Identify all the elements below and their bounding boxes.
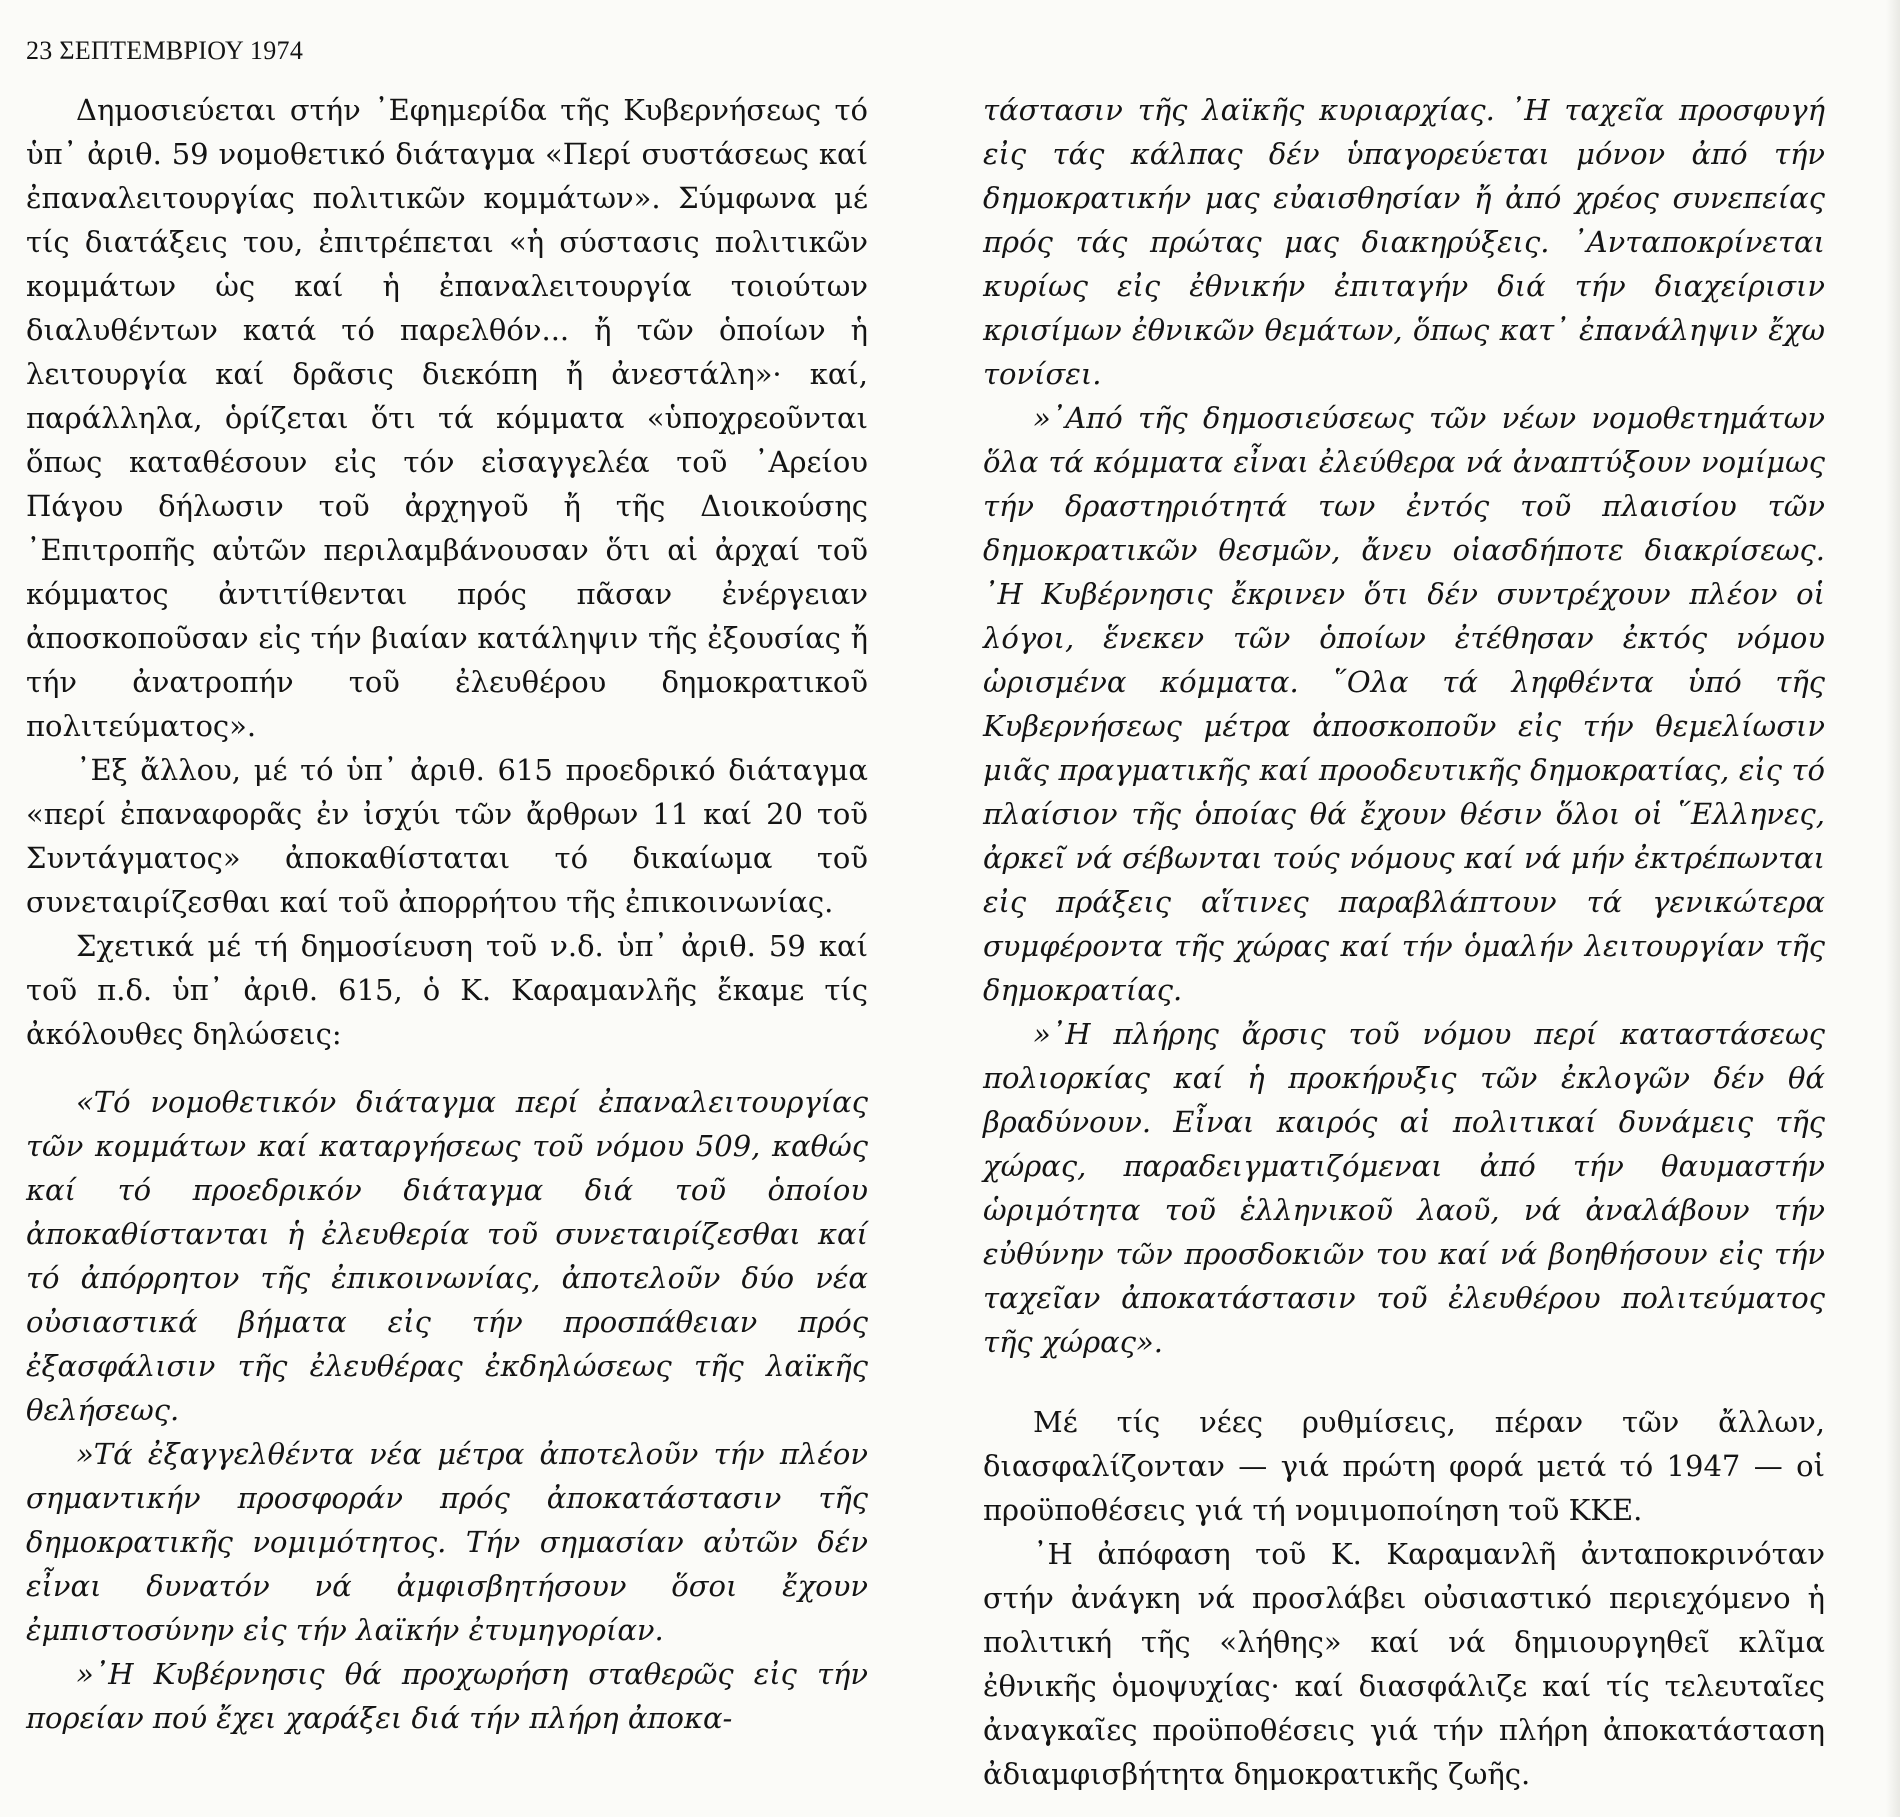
paragraph-decree-59: Δημοσιεύεται στήν ᾿Εφημερίδα τῆς Κυβερνήσεως τό ὑπ᾿ ἀριθ. 59 νομοθετικό διάταγμα «Περί συστάσεως καί ἐπαναλειτουργίας πολιτικῶν κομμάτων». Σύμφωνα μέ τίς διατάξεις του, ἐπιτρέπεται «ἡ σύστασις πολιτικῶν κομμάτων ὡς καί ἡ ἐπαναλειτουργία τοιούτων διαλυθέντων κατά τό παρελθόν... ἤ τῶν ὁποίων ἡ λειτουργία καί δρᾶσις διεκόπη ἤ ἀνεστάλη»· καί, παράλληλα, ὁρίζεται ὅτι τά κόμματα «ὑποχρεοῦνται ὅπως καταθέσουν εἰς τόν εἰσαγγελέα τοῦ ᾿Αρείου Πάγου δήλωσιν τοῦ ἀρχηγοῦ ἤ τῆς Διοικούσης ᾿Επιτροπῆς αὐτῶν περιλαμβάνουσαν ὅτι αἱ ἀρχαί τοῦ κόμματος ἀντιτίθενται πρός πᾶσαν ἐνέργειαν ἀποσκοποῦσαν εἰς τήν βιαίαν κατάληψιν τῆς ἐξουσίας ἤ τήν ἀνατροπήν τοῦ ἐλευθέρου δημοκρατικοῦ πολιτεύματος».	[26, 93, 868, 743]
quote-paragraph-3: »᾿Η Κυβέρνησις θά προχωρήση σταθερῶς εἰς τήν πορείαν πού ἔχει χαράξει διά τήν πλήρη ἀποκα-	[26, 1657, 868, 1735]
paragraph-decree-615: ᾿Εξ ἄλλου, μέ τό ὑπ᾿ ἀριθ. 615 προεδρικό διάταγμα «περί ἐπαναφορᾶς ἐν ἰσχύι τῶν ἄρθρων 11 καί 20 τοῦ Συντάγματος» ἀποκαθίσταται τό δικαίωμα τοῦ συνεταιρίζεσθαι καί τοῦ ἀπορρήτου τῆς ἐπικοινωνίας.	[26, 753, 868, 919]
quote-paragraph-2: »Τά ἐξαγγελθέντα νέα μέτρα ἀποτελοῦν τήν πλέον σημαντικήν προσφοράν πρός ἀποκατάστασιν τῆς δημοκρατικῆς νομιμότητος. Τήν σημασίαν αὐτῶν δέν εἶναι δυνατόν νά ἀμφισβητήσουν ὅσοι ἔχουν ἐμπιστοσύνην εἰς τήν λαϊκήν ἐτυμηγορίαν.	[26, 1437, 868, 1647]
quote-paragraph-1: «Τό νομοθετικόν διάταγμα περί ἐπαναλειτουργίας τῶν κομμάτων καί καταργήσεως τοῦ νόμου 509, καθώς καί τό προεδρικόν διάταγμα διά τοῦ ὁποίου ἀποκαθίστανται ἡ ἐλευθερία τοῦ συνεταιρίζεσθαι καί τό ἀπόρρητον τῆς ἐπικοινωνίας, ἀποτελοῦν δύο νέα οὐσιαστικά βήματα εἰς τήν προσπάθειαν πρός ἐξασφάλισιν τῆς ἐλευθέρας ἐκδηλώσεως τῆς λαϊκῆς θελήσεως.	[26, 1085, 868, 1427]
quote-paragraph-4: »᾿Από τῆς δημοσιεύσεως τῶν νέων νομοθετημάτων ὅλα τά κόμματα εἶναι ἐλεύθερα νά ἀναπτύξουν νομίμως τήν δραστηριότητά των ἐντός τοῦ πλαισίου τῶν δημοκρατικῶν θεσμῶν, ἄνευ οἱασδήποτε διακρίσεως. ᾿Η Κυβέρνησις ἔκρινεν ὅτι δέν συντρέχουν πλέον οἱ λόγοι, ἕνεκεν τῶν ὁποίων ἐτέθησαν ἐκτός νόμου ὡρισμένα κόμματα. ῞Ολα τά ληφθέντα ὑπό τῆς Κυβερνήσεως μέτρα ἀποσκοποῦν εἰς τήν θεμελίωσιν μιᾶς πραγματικῆς καί προοδευτικῆς δημοκρατίας, εἰς τό πλαίσιον τῆς ὁποίας θά ἔχουν θέσιν ὅλοι οἱ ῞Ελληνες, ἀρκεῖ νά σέβωνται τούς νόμους καί νά μήν ἐκτρέπωνται εἰς πράξεις αἵτινες παραβλάπτουν τά γενικώτερα συμφέροντα τῆς χώρας καί τήν ὁμαλήν λειτουργίαν τῆς δημοκρατίας.	[983, 401, 1825, 1007]
paragraph-karamanlis-decision: ᾿Η ἀπόφαση τοῦ Κ. Καραμανλῆ ἀνταποκρινόταν στήν ἀνάγκη νά προσλάβει οὐσιαστικό περιεχόμενο ἡ πολιτική τῆς «λήθης» καί νά δημιουργηθεῖ κλῖμα ἐθνικῆς ὁμοψυχίας· καί διασφάλιζε καί τίς τελευταῖες ἀναγκαῖες προϋποθέσεις γιά τήν πλήρη ἀποκατάσταση ἀδιαμφισβήτητα δημοκρατικῆς ζωῆς.	[983, 1537, 1825, 1791]
quote-paragraph-3-continued: τάστασιν τῆς λαϊκῆς κυριαρχίας. ᾿Η ταχεῖα προσφυγή εἰς τάς κάλπας δέν ὑπαγορεύεται μόνον ἀπό τήν δημοκρατικήν μας εὐαισθησίαν ἤ ἀπό χρέος συνεπείας πρός τάς πρώτας μας διακηρύξεις. ᾿Ανταποκρίνεται κυρίως εἰς ἐθνικήν ἐπιταγήν διά τήν διαχείρισιν κρισίμων ἐθνικῶν θεμάτων, ὅπως κατ᾿ ἐπανάληψιν ἔχω τονίσει.	[983, 93, 1825, 391]
left-column	[26, 88, 868, 1740]
paragraph-kke-legalization: Μέ τίς νέες ρυθμίσεις, πέραν τῶν ἄλλων, διασφαλίζονταν — γιά πρώτη φορά μετά τό 1947 — οἱ προϋποθέσεις γιά τή νομιμοποίηση τοῦ ΚΚΕ.	[983, 1405, 1825, 1527]
page-edge-shadow	[1886, 0, 1900, 1817]
paragraph-karamanlis-intro: Σχετικά μέ τή δημοσίευση τοῦ ν.δ. ὑπ᾿ ἀριθ. 59 καί τοῦ π.δ. ὑπ᾿ ἀριθ. 615, ὁ Κ. Καραμανλῆς ἔκαμε τίς ἀκόλουθες δηλώσεις:	[26, 929, 868, 1051]
page-header-date: 23 ΣΕΠΤΕΜΒΡΙΟΥ 1974	[26, 36, 304, 65]
right-column	[983, 88, 1825, 1796]
quote-paragraph-5: »᾿Η πλήρης ἄρσις τοῦ νόμου περί καταστάσεως πολιορκίας καί ἡ προκήρυξις τῶν ἐκλογῶν δέν θά βραδύνουν. Εἶναι καιρός αἱ πολιτικαί δυνάμεις τῆς χώρας, παραδειγματιζόμεναι ἀπό τήν θαυμαστήν ὡριμότητα τοῦ ἑλληνικοῦ λαοῦ, νά ἀναλάβουν τήν εὐθύνην τῶν προσδοκιῶν του καί νά βοηθήσουν εἰς τήν ταχεῖαν ἀποκατάστασιν τοῦ ἐλευθέρου πολιτεύματος τῆς χώρας».	[983, 1017, 1825, 1359]
